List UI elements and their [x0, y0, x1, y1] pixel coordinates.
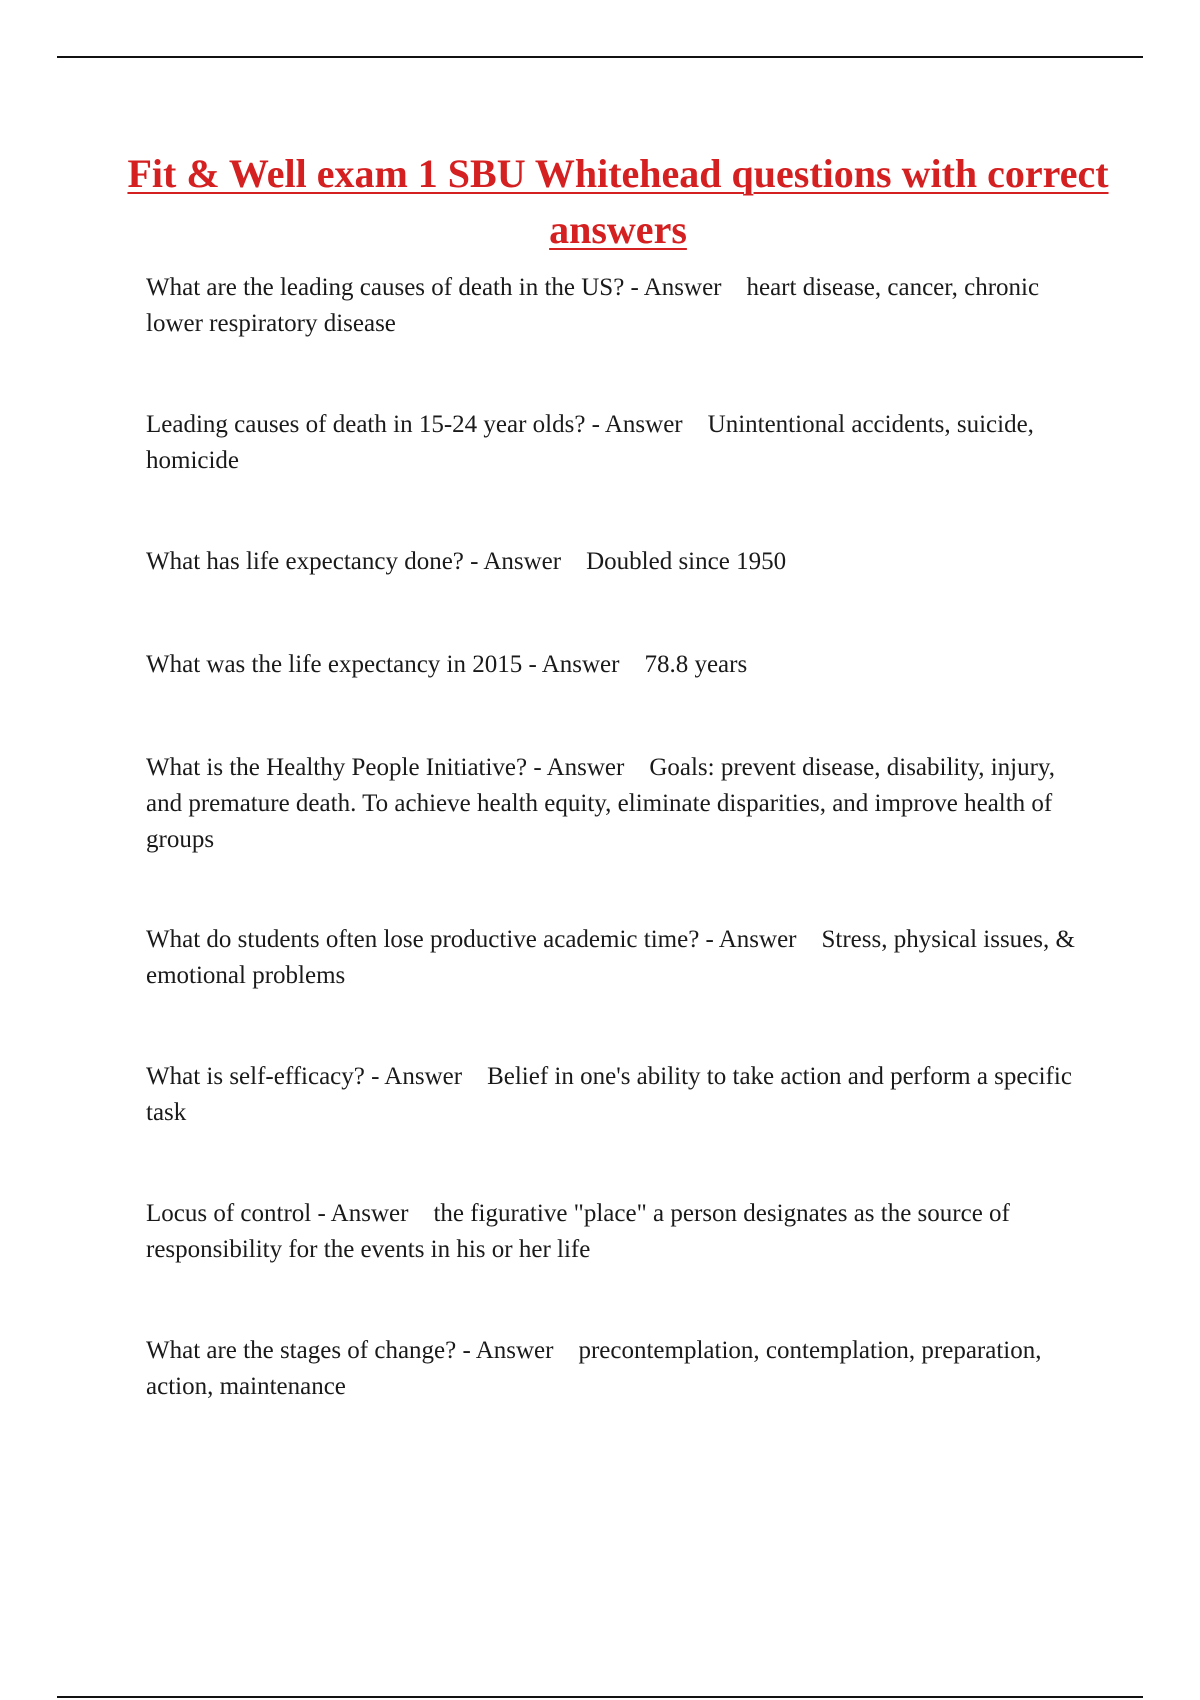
bottom-rule: [57, 1696, 1143, 1698]
qa-item-8: Locus of control - Answer the figurative "place" a person designates as the source of responsibility for the events in his or her life: [146, 1200, 1017, 1263]
qa-item-5: What is the Healthy People Initiative? - Answer Goals: prevent disease, disability, injury, and premature death. To achieve health equity, eliminate disparities, and improve health of groups: [146, 754, 1062, 853]
qa-item-7: What is self-efficacy? - Answer Belief in one's ability to take action and perform a specific task: [146, 1063, 1079, 1126]
qa-item-2: Leading causes of death in 15-24 year olds? - Answer Unintentional accidents, suicide, homicide: [146, 411, 1041, 474]
qa-item-6: What do students often lose productive academic time? - Answer Stress, physical issues, & emotional problems: [146, 926, 1082, 989]
top-rule: [57, 56, 1143, 58]
document-title: Fit & Well exam 1 SBU Whitehead questions with correct answers: [127, 151, 1109, 252]
qa-item-3: What has life expectancy done? - Answer Doubled since 1950: [146, 548, 787, 575]
qa-item-9: What are the stages of change? - Answer precontemplation, contemplation, preparation, action, maintenance: [146, 1337, 1048, 1400]
qa-item-4: What was the life expectancy in 2015 - Answer 78.8 years: [146, 651, 748, 678]
qa-item-1: What are the leading causes of death in the US? - Answer heart disease, cancer, chronic lower respiratory disease: [146, 274, 1046, 337]
